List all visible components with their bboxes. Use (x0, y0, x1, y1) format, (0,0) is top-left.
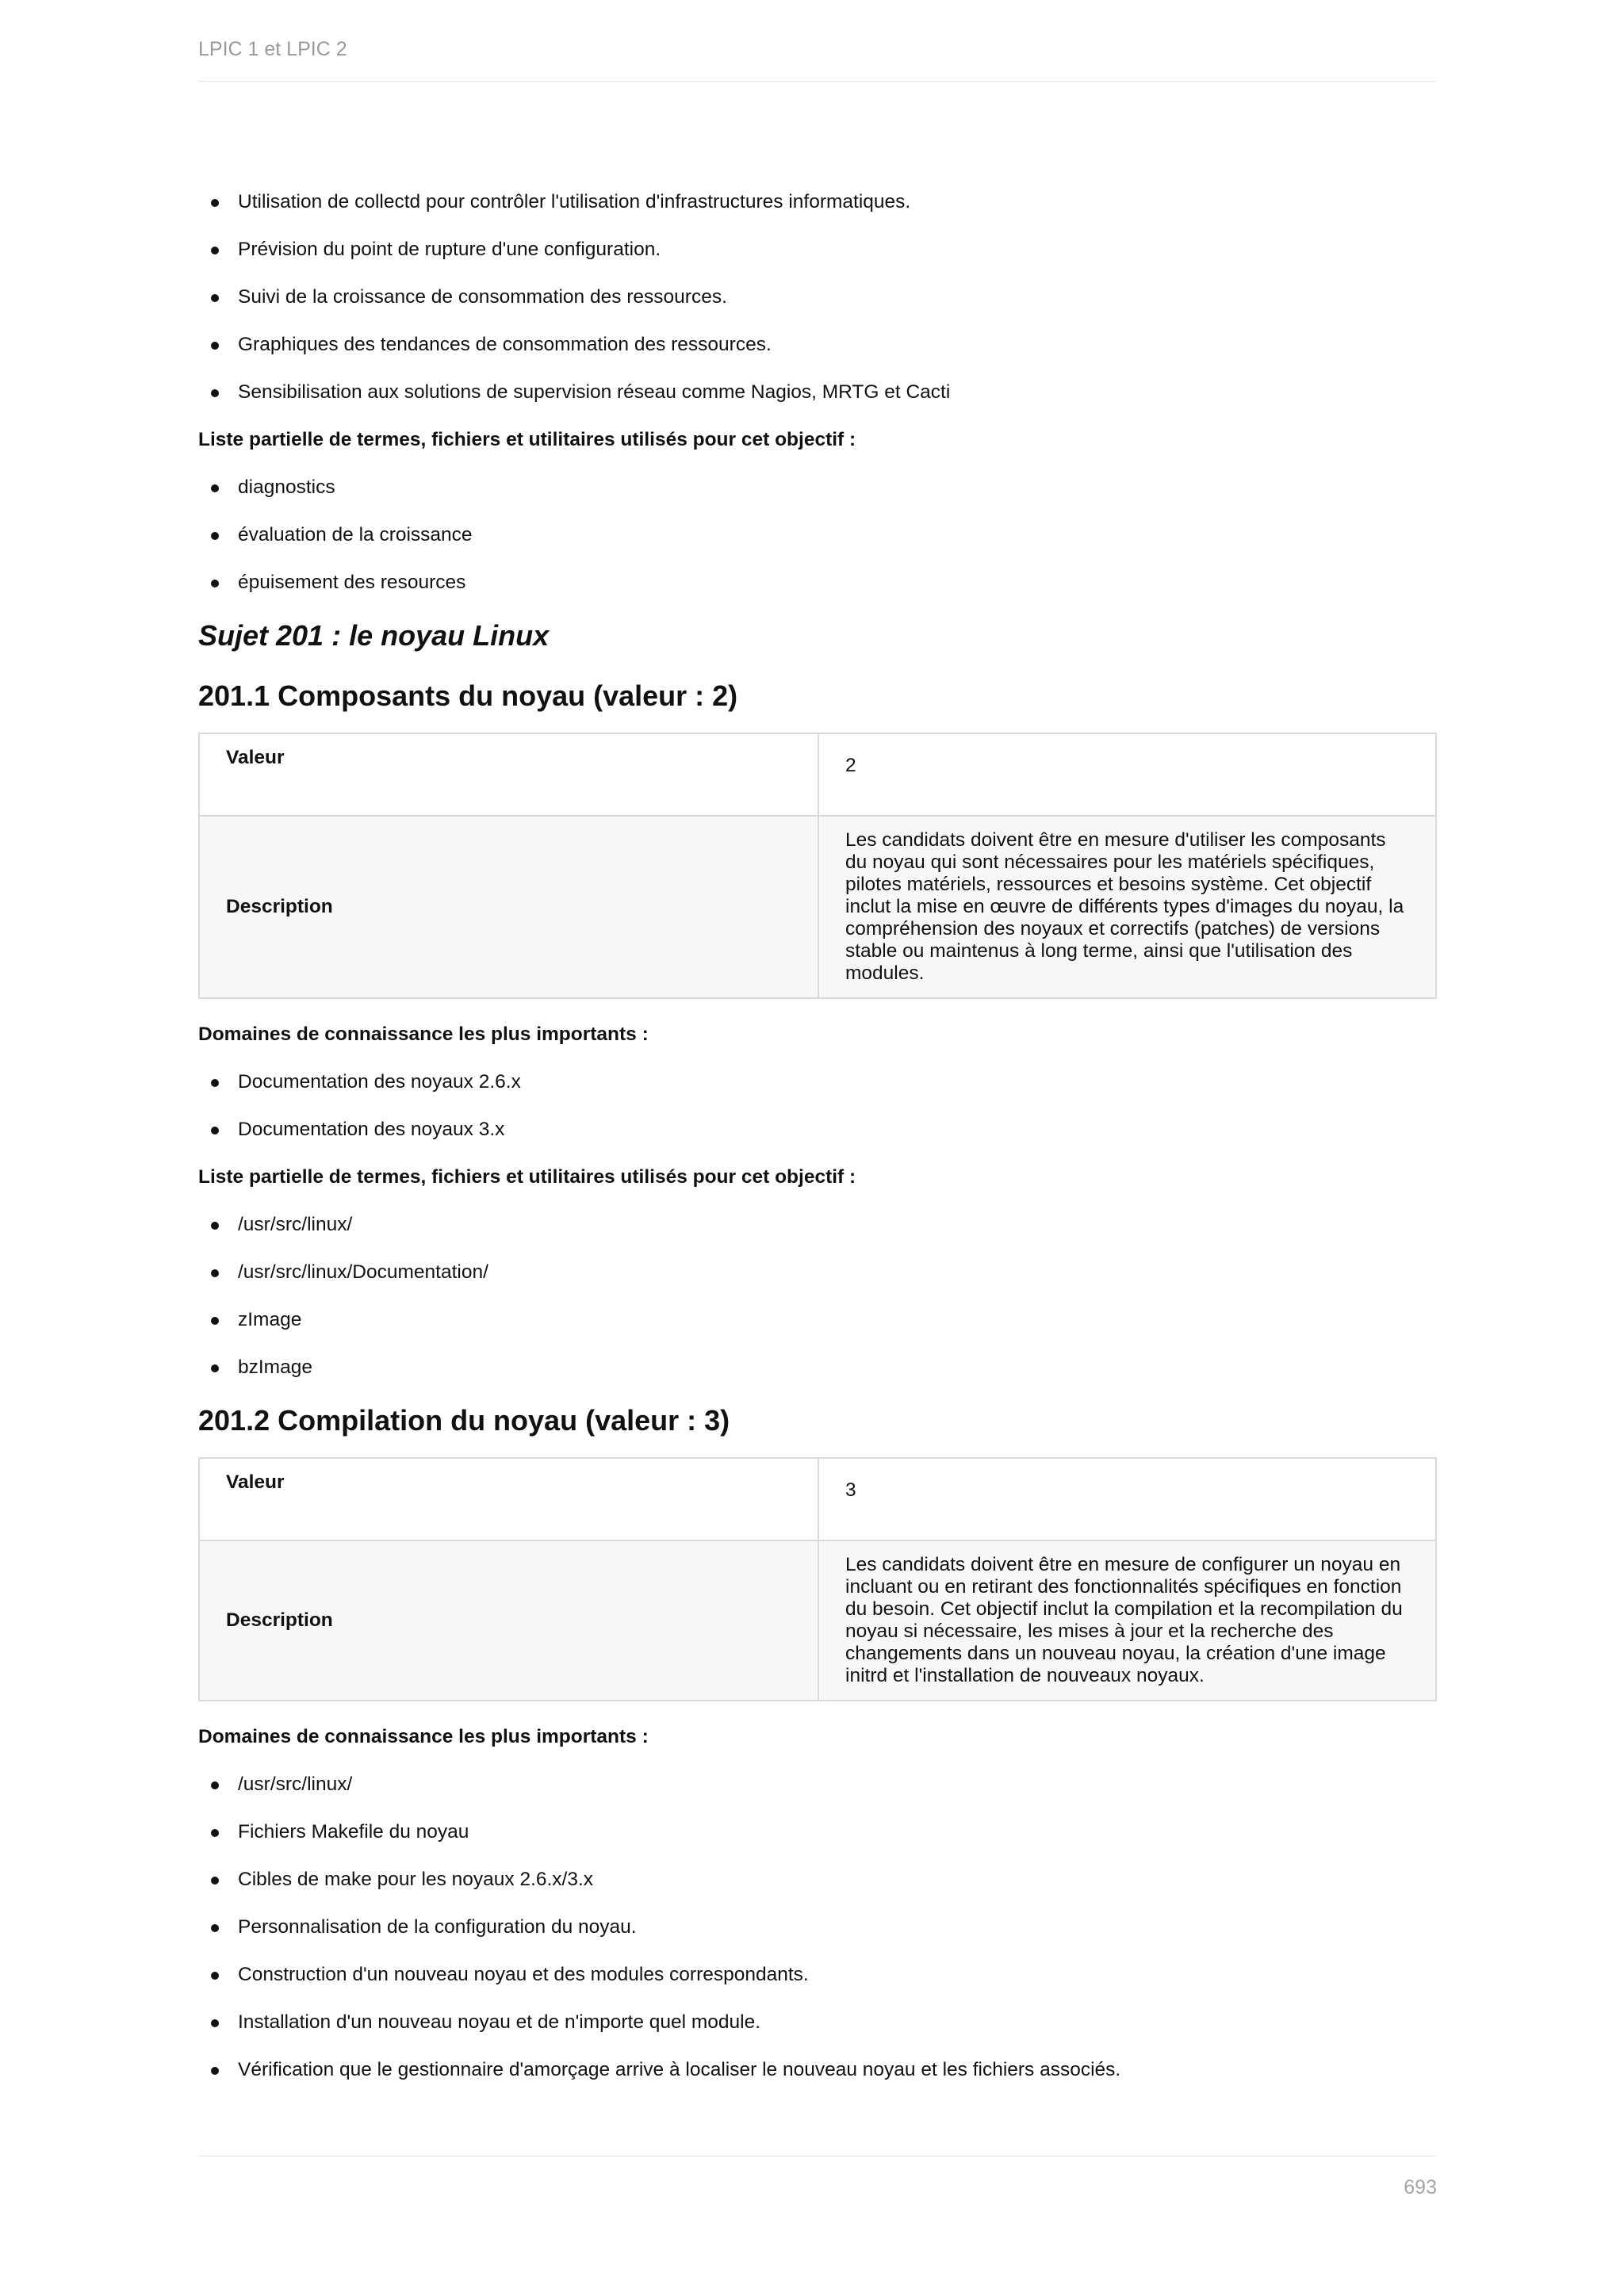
list-item: Construction d'un nouveau noyau et des modules correspondants. (198, 1963, 1437, 1987)
value-key: Valeur (199, 1458, 818, 1540)
terms-list (198, 1213, 1437, 1380)
bullet-icon (211, 1127, 219, 1135)
list-item: évaluation de la croissance (198, 523, 1437, 547)
bullet-icon (211, 2019, 219, 2027)
knowledge-label: Domaines de connaissance les plus importants : (198, 1726, 649, 1747)
section-heading: 201.2 Compilation du noyau (valeur : 3) (198, 1404, 730, 1437)
list-item: /usr/src/linux/ (198, 1773, 1437, 1797)
running-header: LPIC 1 et LPIC 2 (198, 38, 347, 60)
list-item: diagnostics (198, 476, 1437, 499)
bullet-icon (211, 1829, 219, 1837)
table-row (199, 816, 1436, 998)
list-item: zImage (198, 1308, 1437, 1332)
bullet-icon (211, 1317, 219, 1325)
description-key: Description (199, 816, 818, 998)
list-item: Sensibilisation aux solutions de supervision réseau comme Nagios, MRTG et Cacti (198, 381, 1437, 404)
bullet-icon (211, 1877, 219, 1885)
table-row (199, 1458, 1436, 1540)
bullet-icon (211, 484, 219, 492)
header-rule (198, 81, 1437, 82)
list-item: Documentation des noyaux 2.6.x (198, 1070, 1437, 1094)
list-item: /usr/src/linux/Documentation/ (198, 1261, 1437, 1284)
list-item: Documentation des noyaux 3.x (198, 1118, 1437, 1142)
list-item: Cibles de make pour les noyaux 2.6.x/3.x (198, 1868, 1437, 1892)
bullet-icon (211, 199, 219, 207)
intro-terms-list (198, 476, 1437, 595)
list-item: Vérification que le gestionnaire d'amorçage arrive à localiser le nouveau noyau et les fichiers associés. (198, 2058, 1437, 2082)
bullet-icon (211, 1222, 219, 1230)
list-item: /usr/src/linux/ (198, 1213, 1437, 1237)
list-item: bzImage (198, 1356, 1437, 1380)
page-content (198, 190, 1437, 2106)
description-key: Description (199, 1540, 818, 1701)
table-row (199, 1540, 1436, 1701)
bullet-icon (211, 1269, 219, 1277)
knowledge-list (198, 1070, 1437, 1142)
bullet-icon (211, 1924, 219, 1932)
value-key: Valeur (199, 733, 818, 816)
value-cell: 3 (818, 1458, 1436, 1540)
subject-title: Sujet 201 : le noyau Linux (198, 619, 550, 652)
bullet-icon (211, 1972, 219, 1980)
bullet-icon (211, 532, 219, 540)
list-item: Prévision du point de rupture d'une configuration. (198, 238, 1437, 262)
terms-label: Liste partielle de termes, fichiers et utilitaires utilisés pour cet objectif : (198, 429, 856, 450)
list-item: Utilisation de collectd pour contrôler l'utilisation d'infrastructures informatiques. (198, 190, 1437, 214)
bullet-icon (211, 580, 219, 587)
knowledge-list (198, 1773, 1437, 2082)
list-item: Fichiers Makefile du noyau (198, 1820, 1437, 1844)
value-cell: 2 (818, 733, 1436, 816)
description-cell: Les candidats doivent être en mesure d'utiliser les composants du noyau qui sont nécessaires pour les matériels spécifiques, pilotes matériels, ressources et besoins système. Cet objectif inclut la mise en œuvre de différents types d'images du noyau, la compréhension des noyaux et correctifs (patches) de versions stable ou maintenus à long terme, ainsi que l'utilisation des modules. (818, 816, 1436, 998)
page-number: 693 (1404, 2176, 1437, 2198)
bullet-icon (211, 1364, 219, 1372)
bullet-icon (211, 342, 219, 350)
list-item: Personnalisation de la configuration du noyau. (198, 1915, 1437, 1939)
bullet-icon (211, 1079, 219, 1087)
objective-table (198, 733, 1437, 999)
table-row (199, 733, 1436, 816)
knowledge-label: Domaines de connaissance les plus importants : (198, 1024, 649, 1045)
section-heading: 201.1 Composants du noyau (valeur : 2) (198, 679, 738, 712)
terms-label: Liste partielle de termes, fichiers et utilitaires utilisés pour cet objectif : (198, 1166, 856, 1188)
list-item: épuisement des resources (198, 571, 1437, 595)
list-item: Installation d'un nouveau noyau et de n'importe quel module. (198, 2011, 1437, 2034)
intro-list (198, 190, 1437, 404)
description-cell: Les candidats doivent être en mesure de configurer un noyau en incluant ou en retirant des fonctionnalités spécifiques en fonction du besoin. Cet objectif inclut la compilation et la recompilation du noyau si nécessaire, les mises à jour et la recherche des changements dans un nouveau noyau, la création d'une image initrd et l'installation de nouveaux noyaux. (818, 1540, 1436, 1701)
bullet-icon (211, 294, 219, 302)
objective-table (198, 1457, 1437, 1701)
bullet-icon (211, 1781, 219, 1789)
list-item: Graphiques des tendances de consommation des ressources. (198, 333, 1437, 357)
bullet-icon (211, 2067, 219, 2075)
list-item: Suivi de la croissance de consommation des ressources. (198, 285, 1437, 309)
bullet-icon (211, 247, 219, 254)
bullet-icon (211, 389, 219, 397)
